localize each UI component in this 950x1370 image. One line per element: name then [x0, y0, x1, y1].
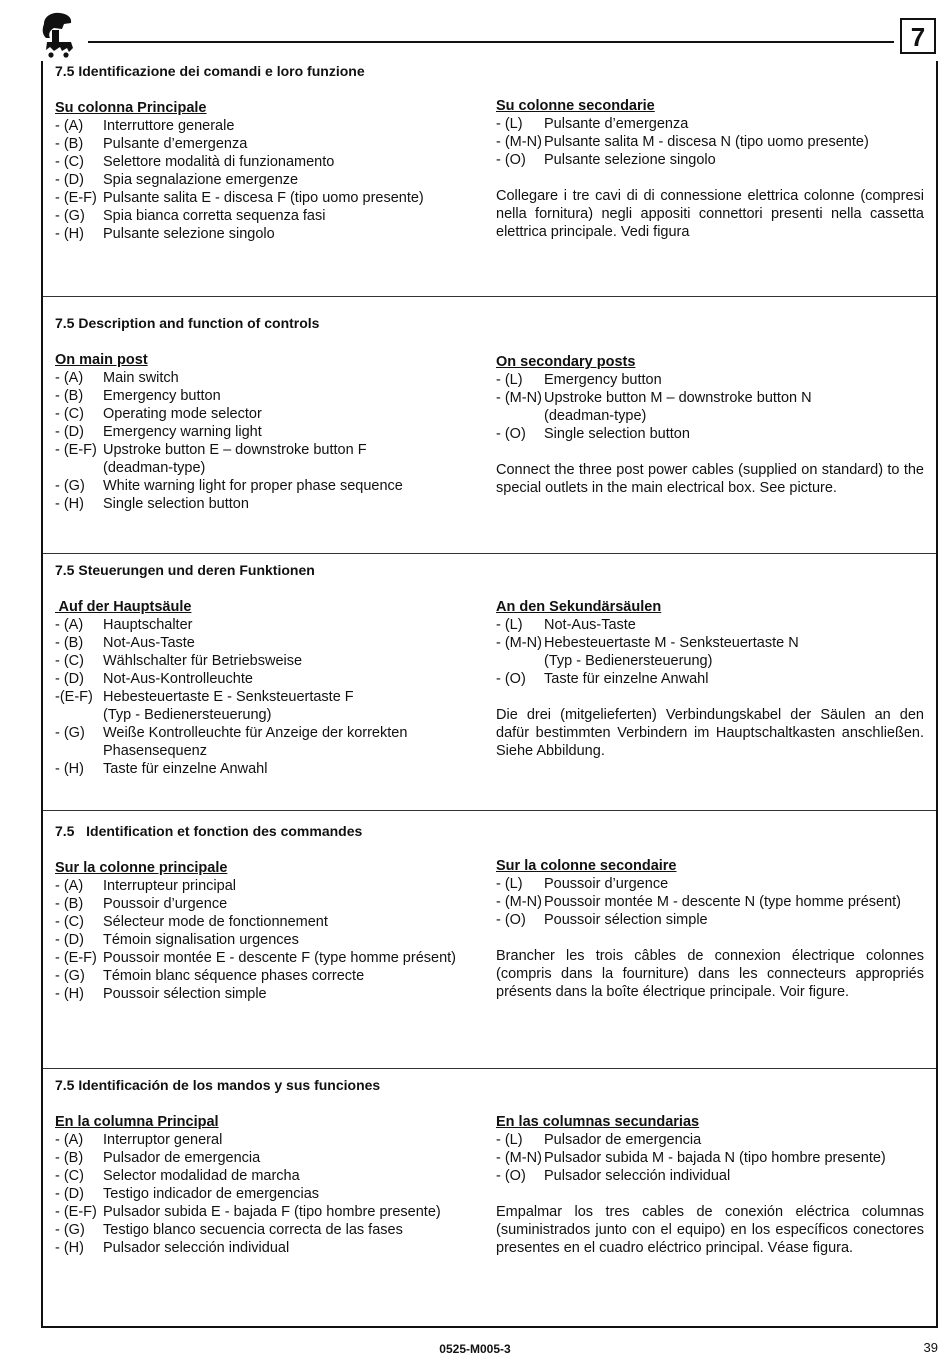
control-item	[55, 117, 485, 135]
control-description: Emergency warning light	[103, 424, 262, 440]
control-code: - (C)	[55, 154, 84, 170]
secondary-posts-column	[496, 97, 924, 241]
control-item	[496, 1149, 924, 1167]
control-description: Weiße Kontrolleuchte für Anzeige der korrekten	[103, 725, 408, 741]
control-item	[55, 985, 485, 1003]
control-item	[496, 911, 924, 929]
main-post-column	[55, 598, 485, 778]
control-description: Pulsante d’emergenza	[544, 116, 689, 132]
secondary-posts-column	[496, 353, 924, 497]
control-code: - (O)	[496, 152, 526, 168]
control-description: Emergency button	[544, 372, 662, 388]
control-item	[496, 893, 924, 911]
control-description: Selettore modalità di funzionamento	[103, 154, 335, 170]
control-code: - (C)	[55, 653, 84, 669]
control-description: (Typ - Bedienersteuerung)	[544, 653, 713, 669]
control-code: - (A)	[55, 1132, 84, 1148]
control-item	[55, 369, 485, 387]
control-code: - (M-N)	[496, 635, 542, 651]
control-description: Pulsador subida M - bajada N (tipo hombre presente)	[544, 1150, 886, 1166]
control-description: Poussoir montée E - descente F (type homme présent)	[103, 950, 456, 966]
control-description: Emergency button	[103, 388, 221, 404]
secondary-posts-column	[496, 598, 924, 760]
control-item	[496, 151, 924, 169]
control-code: - (L)	[496, 876, 523, 892]
control-description: (deadman-type)	[103, 460, 206, 476]
control-description: Spia segnalazione emergenze	[103, 172, 299, 188]
control-item	[55, 634, 485, 652]
section-it	[43, 61, 936, 297]
control-code: - (H)	[55, 496, 84, 512]
control-item	[55, 495, 485, 513]
main-post-list	[55, 369, 485, 513]
control-item	[55, 949, 485, 967]
control-code: - (D)	[55, 932, 84, 948]
control-code: - (B)	[55, 136, 84, 152]
control-description: Main switch	[103, 370, 179, 386]
main-post-column	[55, 1113, 485, 1257]
control-description: Pulsador selección individual	[103, 1240, 290, 1256]
control-item	[55, 153, 485, 171]
control-item-continuation	[55, 706, 485, 724]
control-code: - (L)	[496, 116, 523, 132]
control-code: - (A)	[55, 617, 84, 633]
control-code: - (L)	[496, 617, 523, 633]
control-code: - (O)	[496, 426, 526, 442]
control-item	[55, 616, 485, 634]
control-code: - (B)	[55, 635, 84, 651]
control-description: Poussoir d’urgence	[544, 876, 669, 892]
control-item	[496, 133, 924, 151]
connection-note: Collegare i tre cavi di di connessione elettrica colonne (compresi nella fornitura) negli appositi connettori presenti nella cassetta elettrica principale. Vedi figura	[496, 188, 924, 240]
content-frame	[41, 61, 938, 1328]
control-description: Témoin signalisation urgences	[103, 932, 299, 948]
control-description: Pulsador selección individual	[544, 1168, 731, 1184]
control-code: - (G)	[55, 478, 85, 494]
header-rule	[88, 41, 894, 43]
control-description: Spia bianca corretta sequenza fasi	[103, 208, 326, 224]
control-code: - (E-F)	[55, 950, 97, 966]
control-code: - (D)	[55, 671, 84, 687]
control-description: Not-Aus-Kontrolleuchte	[103, 671, 253, 687]
control-description: Sélecteur mode de fonctionnement	[103, 914, 328, 930]
control-description: Poussoir d’urgence	[103, 896, 228, 912]
control-code: - (G)	[55, 208, 85, 224]
control-description: Poussoir montée M - descente N (type homme présent)	[544, 894, 902, 910]
control-description: Pulsador de emergencia	[103, 1150, 261, 1166]
control-item	[496, 875, 924, 893]
control-item	[55, 670, 485, 688]
control-item	[55, 1221, 485, 1239]
control-description: Pulsador subida E - bajada F (tipo hombre presente)	[103, 1204, 441, 1220]
control-code: - (H)	[55, 226, 84, 242]
connection-note: Brancher les trois câbles de connexion électrique colonnes (compris dans la fourniture) dans les connecteurs appropriés présents dans la boîte électrique principale. Voir figure.	[496, 948, 924, 1000]
secondary-posts-column	[496, 857, 924, 1001]
main-post-heading: Su colonna Principale	[55, 100, 207, 116]
control-code: - (E-F)	[55, 190, 97, 206]
control-code: - (D)	[55, 172, 84, 188]
control-item-continuation	[55, 459, 485, 477]
control-description: Phasensequenz	[103, 743, 207, 759]
control-item	[496, 634, 924, 652]
control-description: Interruptor general	[103, 1132, 223, 1148]
control-item	[55, 760, 485, 778]
control-description: (deadman-type)	[544, 408, 647, 424]
section-title: 7.5 Steuerungen und deren Funktionen	[55, 562, 315, 578]
control-code: - (H)	[55, 986, 84, 1002]
control-description: Hebesteuertaste E - Senksteuertaste F	[103, 689, 354, 705]
control-item	[55, 931, 485, 949]
control-code: - (O)	[496, 912, 526, 928]
secondary-posts-heading: Sur la colonne secondaire	[496, 858, 677, 874]
control-item	[496, 670, 924, 688]
control-description: Interruttore generale	[103, 118, 235, 134]
control-code: - (O)	[496, 671, 526, 687]
control-description: Pulsante selezione singolo	[103, 226, 275, 242]
control-item	[55, 652, 485, 670]
control-description: Interrupteur principal	[103, 878, 236, 894]
secondary-posts-heading: Su colonne secondarie	[496, 98, 655, 114]
main-post-column	[55, 351, 485, 513]
control-item	[496, 371, 924, 389]
control-code: - (L)	[496, 1132, 523, 1148]
control-code: - (E-F)	[55, 1204, 97, 1220]
control-item	[496, 425, 924, 443]
control-code: - (D)	[55, 424, 84, 440]
control-code: - (A)	[55, 118, 84, 134]
main-post-heading: On main post	[55, 352, 148, 368]
secondary-posts-column	[496, 1113, 924, 1257]
control-item	[55, 895, 485, 913]
control-description: Hauptschalter	[103, 617, 193, 633]
main-post-heading: Sur la colonne principale	[55, 860, 228, 876]
main-post-heading: En la columna Principal	[55, 1114, 219, 1130]
section-title: 7.5 Identification et fonction des commandes	[55, 823, 363, 839]
control-item	[55, 967, 485, 985]
control-code: - (M-N)	[496, 390, 542, 406]
control-code: - (G)	[55, 968, 85, 984]
main-post-heading: Auf der Hauptsäule	[55, 599, 192, 615]
control-item	[55, 387, 485, 405]
control-description: Testigo blanco secuencia correcta de las fases	[103, 1222, 403, 1238]
chapter-number-box: 7	[900, 18, 936, 54]
secondary-posts-heading: En las columnas secundarias	[496, 1114, 700, 1130]
connection-note: Connect the three post power cables (supplied on standard) to the special outlets in the main electrical box. See picture.	[496, 462, 924, 496]
control-code: - (A)	[55, 370, 84, 386]
control-item-continuation	[55, 742, 485, 760]
control-code: - (H)	[55, 761, 84, 777]
section-en	[43, 297, 936, 554]
control-code: - (B)	[55, 1150, 84, 1166]
control-item-continuation	[496, 652, 924, 670]
main-post-column	[55, 99, 485, 243]
main-post-column	[55, 859, 485, 1003]
control-code: - (M-N)	[496, 134, 542, 150]
page-number: 39	[923, 1340, 938, 1355]
control-item	[55, 423, 485, 441]
section-title: 7.5 Identificazione dei comandi e loro funzione	[55, 63, 365, 79]
control-code: - (C)	[55, 406, 84, 422]
control-item	[55, 1131, 485, 1149]
control-code: - (A)	[55, 878, 84, 894]
control-description: Single selection button	[103, 496, 249, 512]
control-item	[55, 225, 485, 243]
secondary-posts-list	[496, 616, 924, 688]
control-item	[496, 389, 924, 407]
control-description: Upstroke button E – downstroke button F	[103, 442, 367, 458]
control-description: White warning light for proper phase sequence	[103, 478, 403, 494]
connection-note: Die drei (mitgelieferten) Verbindungskabel der Säulen an den dafür bestimmten Verbindern im Hauptschaltkasten anschließen. Siehe Abbildung.	[496, 707, 924, 759]
section-title: 7.5 Description and function of controls	[55, 315, 320, 331]
secondary-posts-heading: On secondary posts	[496, 354, 636, 370]
control-code: - (G)	[55, 1222, 85, 1238]
main-post-list	[55, 1131, 485, 1257]
control-code: -(E-F)	[55, 689, 93, 705]
section-de	[43, 554, 936, 811]
control-item	[55, 877, 485, 895]
main-post-list	[55, 877, 485, 1003]
document-code: 0525-M005-3	[439, 1342, 511, 1356]
control-description: Single selection button	[544, 426, 690, 442]
control-code: - (O)	[496, 1168, 526, 1184]
control-item	[55, 724, 485, 742]
brand-logo-icon	[38, 10, 80, 58]
control-code: - (L)	[496, 372, 523, 388]
control-code: - (C)	[55, 914, 84, 930]
control-code: - (C)	[55, 1168, 84, 1184]
control-description: Taste für einzelne Anwahl	[544, 671, 709, 687]
control-item	[496, 1131, 924, 1149]
control-item	[496, 616, 924, 634]
control-item	[55, 441, 485, 459]
control-item-continuation	[496, 407, 924, 425]
control-description: Hebesteuertaste M - Senksteuertaste N	[544, 635, 799, 651]
control-description: Poussoir sélection simple	[103, 986, 267, 1002]
control-description: Pulsante d’emergenza	[103, 136, 248, 152]
control-description: Not-Aus-Taste	[544, 617, 636, 633]
control-description: (Typ - Bedienersteuerung)	[103, 707, 272, 723]
control-item	[55, 135, 485, 153]
secondary-posts-list	[496, 115, 924, 169]
control-item	[55, 207, 485, 225]
control-item	[55, 913, 485, 931]
control-description: Upstroke button M – downstroke button N	[544, 390, 812, 406]
control-code: - (B)	[55, 388, 84, 404]
section-es	[43, 1069, 936, 1326]
control-description: Pulsante selezione singolo	[544, 152, 716, 168]
main-post-list	[55, 616, 485, 778]
control-code: - (D)	[55, 1186, 84, 1202]
control-description: Not-Aus-Taste	[103, 635, 195, 651]
control-item	[55, 1167, 485, 1185]
secondary-posts-list	[496, 371, 924, 443]
control-description: Pulsante salita M - discesa N (tipo uomo presente)	[544, 134, 869, 150]
control-description: Témoin blanc séquence phases correcte	[103, 968, 365, 984]
control-item	[55, 1203, 485, 1221]
section-title: 7.5 Identificación de los mandos y sus funciones	[55, 1077, 381, 1093]
control-item	[496, 1167, 924, 1185]
control-description: Selector modalidad de marcha	[103, 1168, 300, 1184]
control-code: - (M-N)	[496, 1150, 542, 1166]
secondary-posts-heading: An den Sekundärsäulen	[496, 599, 662, 615]
control-description: Testigo indicador de emergencias	[103, 1186, 320, 1202]
control-code: - (M-N)	[496, 894, 542, 910]
control-code: - (E-F)	[55, 442, 97, 458]
control-item	[55, 1149, 485, 1167]
secondary-posts-list	[496, 1131, 924, 1185]
control-item	[496, 115, 924, 133]
control-item	[55, 1185, 485, 1203]
control-description: Pulsador de emergencia	[544, 1132, 702, 1148]
control-item	[55, 189, 485, 207]
control-item	[55, 688, 485, 706]
connection-note: Empalmar los tres cables de conexión eléctrica columnas (suministrados junto con el equipo) en los específicos conectores presentes en el cuadro eléctrico principal. Véase figura.	[496, 1204, 924, 1256]
control-description: Wählschalter für Betriebsweise	[103, 653, 303, 669]
control-description: Taste für einzelne Anwahl	[103, 761, 268, 777]
control-item	[55, 477, 485, 495]
section-fr	[43, 811, 936, 1069]
control-code: - (H)	[55, 1240, 84, 1256]
main-post-list	[55, 117, 485, 243]
control-item	[55, 405, 485, 423]
control-item	[55, 171, 485, 189]
control-code: - (B)	[55, 896, 84, 912]
control-item	[55, 1239, 485, 1257]
control-description: Operating mode selector	[103, 406, 262, 422]
control-description: Poussoir sélection simple	[544, 912, 708, 928]
control-code: - (G)	[55, 725, 85, 741]
control-description: Pulsante salita E - discesa F (tipo uomo presente)	[103, 190, 424, 206]
secondary-posts-list	[496, 875, 924, 929]
